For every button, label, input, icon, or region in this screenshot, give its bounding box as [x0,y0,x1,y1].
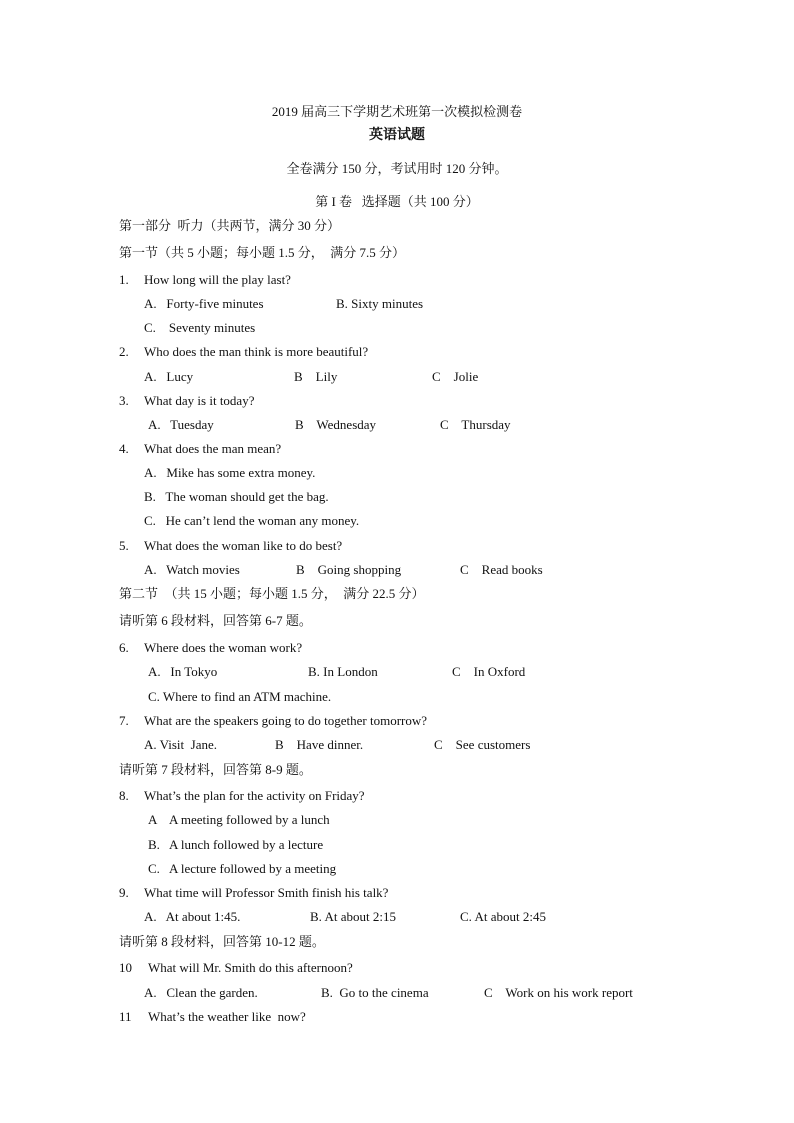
question-stem: What are the speakers going to do together tomorrow? [144,713,428,728]
section1-heading: 第一节（共 5 小题；每小题 1.5 分， 满分 7.5 分） [119,245,406,260]
question-stem: What will Mr. Smith do this afternoon? [148,960,353,975]
option-a: A. Watch movies [144,562,240,577]
option-a: A. Forty-five minutes [144,296,264,311]
option-b: B Going shopping [296,562,402,577]
option-b: B. In London [308,664,378,679]
listen-instruction-6: 请听第 6 段材料，回答第 6-7 题。 [119,613,312,628]
option-a: A. Tuesday [148,417,214,432]
option-c: C Read books [460,562,543,577]
option-b: B Have dinner. [275,737,364,752]
question-stem: Who does the man think is more beautiful? [144,344,369,359]
volume-heading: 第 I 卷 选择题（共 100 分） [315,194,479,209]
option-b: B. Go to the cinema [321,985,429,1000]
option-c: C In Oxford [452,664,526,679]
stray-option-line: C. Where to find an ATM machine. [148,689,332,704]
option-c: C Jolie [432,369,479,384]
subject-title: 英语试题 [369,128,425,143]
option-a: A. Visit Jane. [144,737,218,752]
option-c: C Work on his work report [484,985,633,1000]
option-a: A. Clean the garden. [144,985,258,1000]
question-stem: What time will Professor Smith finish his talk? [144,885,389,900]
option-a: A. Lucy [144,369,194,384]
listen-instruction-7: 请听第 7 段材料，回答第 8-9 题。 [119,762,312,777]
question-stem: What does the woman like to do best? [144,538,343,553]
option-c: C. A lecture followed by a meeting [148,861,337,876]
question-stem: What’s the plan for the activity on Friday? [144,788,365,803]
question-number: 9. [119,885,129,900]
option-a: A A meeting followed by a lunch [148,812,330,827]
question-stem: What day is it today? [144,393,255,408]
option-a: A. Mike has some extra money. [144,465,316,480]
exam-info: 全卷满分 150 分，考试用时 120 分钟。 [286,161,508,176]
option-c: C See customers [434,737,531,752]
question-number: 3. [119,393,129,408]
option-c: C. At about 2:45 [460,909,546,924]
question-number: 1. [119,272,129,287]
option-c: C Thursday [440,417,511,432]
question-number: 7. [119,713,129,728]
question-stem: What’s the weather like now? [148,1009,306,1024]
option-a: A. In Tokyo [148,664,218,679]
question-stem: What does the man mean? [144,441,282,456]
question-number: 10 [119,960,132,975]
option-b: B Wednesday [295,417,377,432]
question-number: 11 [119,1009,132,1024]
option-b: B. At about 2:15 [310,909,396,924]
option-b: B. The woman should get the bag. [144,489,329,504]
option-b: B. A lunch followed by a lecture [148,837,324,852]
question-stem: Where does the woman work? [144,640,303,655]
section2-heading: 第二节 （共 15 小题；每小题 1.5 分， 满分 22.5 分） [119,586,425,601]
exam-title: 2019 届高三下学期艺术班第一次模拟检测卷 [271,104,523,119]
option-b: B Lily [294,369,338,384]
listen-instruction-8: 请听第 8 段材料，回答第 10-12 题。 [119,934,325,949]
option-a: A. At about 1:45. [144,909,241,924]
part1-heading: 第一部分 听力（共两节，满分 30 分） [119,218,341,233]
question-number: 8. [119,788,129,803]
option-c: C. He can’t lend the woman any money. [144,513,360,528]
option-c: C. Seventy minutes [144,320,256,335]
question-number: 5. [119,538,129,553]
question-stem: How long will the play last? [144,272,291,287]
question-number: 4. [119,441,129,456]
option-b: B. Sixty minutes [336,296,424,311]
question-number: 2. [119,344,129,359]
question-number: 6. [119,640,129,655]
